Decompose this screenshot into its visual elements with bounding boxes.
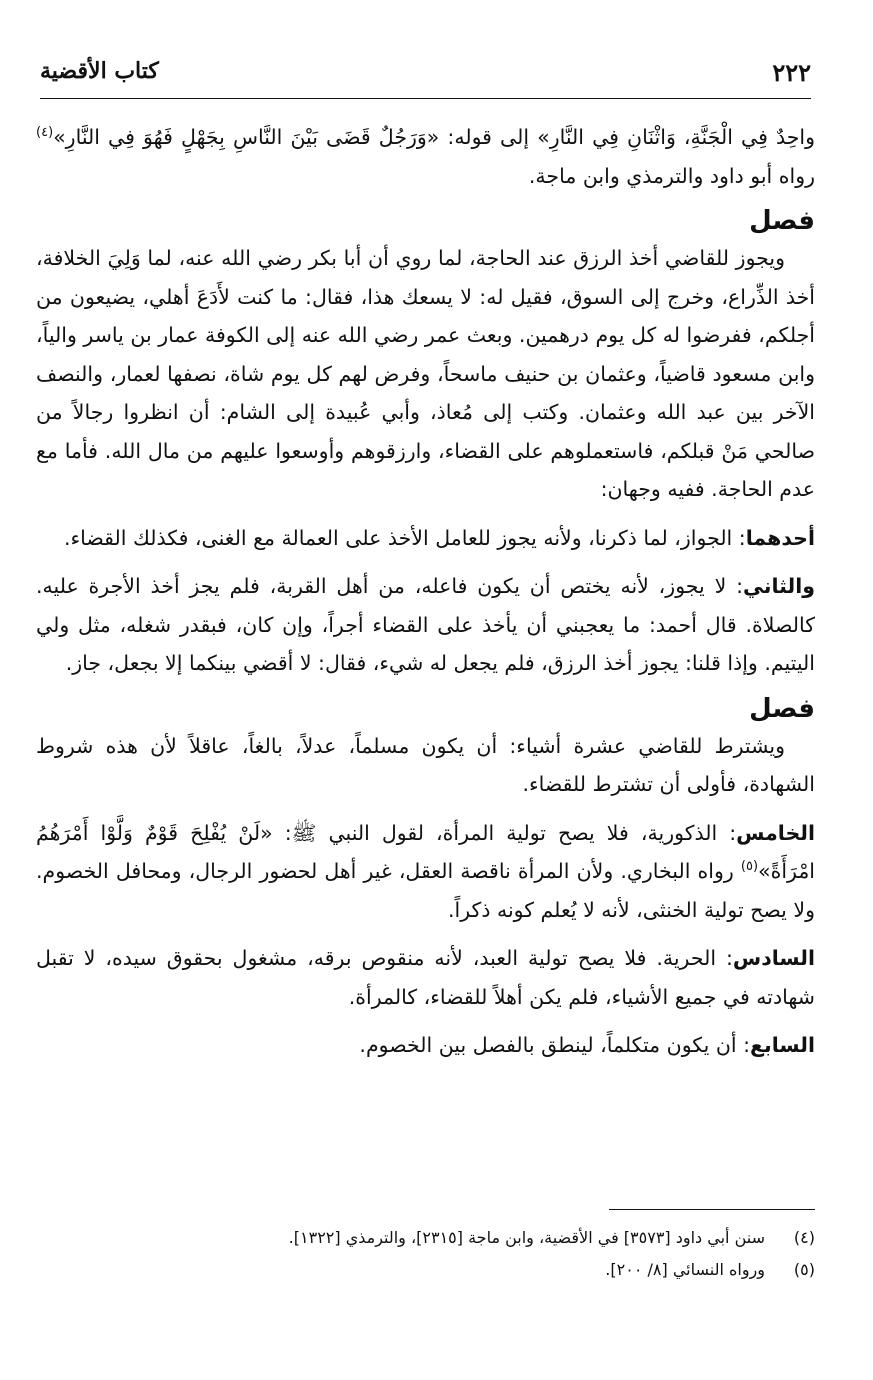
paragraph-seventh [36,1026,815,1065]
paragraph-second-view [36,567,815,683]
footnote-ref-5: (٥) [740,859,759,875]
paragraph-fifth [36,814,815,930]
paragraph-conditions: ويشترط للقاضي عشرة أشياء: أن يكون مسلماً، عدلاً، بالغاً، عاقلاً لأن هذه شروط الشهادة، فأولى أن تشترط للقضاء. [36,733,815,796]
paragraph-text: واحِدٌ فِي الْجَنَّةِ، وَاثْنَانِ فِي النَّارِ» إلى قوله: «وَرَجُلٌ قَضَى بَيْنَ النَّاسِ بِجَهْلٍ فَهُوَ فِي النَّارِ» [53,125,815,149]
paragraph-text: : لا يجوز، لأنه يختص أن يكون فاعله، من أهل القربة، فلم يجز أخذ الأجرة عليه. كالصلاة. قال أحمد: ما يعجبني أن يأخذ على القضاء أجراً، وإن كان، فبقدر شغله، مثل ولي اليتيم. وإذا قلنا: يجوز أخذ الرزق، فلم يجعل له شيء، فقال: لا أقضي بينكما إلا بجعل، جاز. [36,574,815,675]
section-heading: فصل [749,693,815,724]
paragraph-lead: والثاني [743,574,815,598]
main-text [36,118,815,1075]
running-title: كتاب الأقضية [40,58,159,84]
paragraph-lead: السابع [750,1033,815,1057]
paragraph-lead: السادس [732,946,815,970]
paragraph-text: : الذكورية، فلا يصح تولية المرأة، لقول النبي ﷺ: «لَنْ يُفْلِحَ قَوْمٌ وَلَّوْا أَمْرَهُمُ امْرَأَةً» [36,820,815,883]
paragraph-lead: الخامس [736,820,815,845]
footnote-text: ورواه النسائي [٨/ ٢٠٠]. [605,1260,765,1279]
footnote-rule [609,1209,815,1210]
paragraph-text: : أن يكون متكلماً، لينطق بالفصل بين الخصوم. [359,1033,751,1057]
paragraph-text: : الجواز، لما ذكرنا، ولأنه يجوز للعامل الأخذ على العمالة مع الغنى، فكذلك القضاء. [63,525,746,550]
footnote-number: (٥) [793,1260,815,1279]
paragraph-tail: رواه البخاري. ولأن المرأة ناقصة العقل، غير أهل لحضور الرجال، ومحافل الخصوم. ولا يصح تولية الخنثى، لأنه لا يُعلم كونه ذكراً. [36,859,815,922]
section-heading: فصل [749,206,815,236]
footnote-ref-4: (٤) [36,125,54,141]
paragraph-lead: أحدهما [745,525,815,550]
footnote-item [40,1222,815,1254]
page-header [40,52,811,92]
paragraph-first-view [36,519,815,558]
header-rule [40,98,811,99]
footnote-text: سنن أبي داود [٣٥٧٣] في الأقضية، وابن ماجة [٢٣١٥]، والترمذي [١٣٢٢]. [288,1228,765,1247]
paragraph-text: : الحرية. فلا يصح تولية العبد، لأنه منقوص برقه، مشغول بحقوق سيده، لا تقبل شهادته في جميع الأشياء، فلم يكن أهلاً للقضاء، كالمرأة. [36,946,815,1009]
footnotes [40,1222,815,1286]
paragraph-sixth [36,939,815,1016]
paragraph-tail: رواه أبو داود والترمذي وابن ماجة. [528,163,815,188]
paragraph-hadith-continuation [36,118,815,195]
footnote-number: (٤) [793,1228,815,1247]
footnote-item [40,1254,815,1286]
paragraph-salary: ويجوز للقاضي أخذ الرزق عند الحاجة، لما روي أن أبا بكر رضي الله عنه، لما وَلِيَ الخلافة، أخذ الذِّراع، وخرج إلى السوق، فقيل له: لا يسعك هذا، فقال: ما كنت لأَدَعَ أهلي، يضيعون من أجلكم، ففرضوا له كل يوم درهمين. وبعث عمر رضي الله عنه إلى الكوفة عمار بن ياسر والياً، وابن مسعود قاضياً، وعثمان بن حنيف ماسحاً، وفرض لهم كل يوم شاة، نصفها لعمار، والنصف الآخر بين عبد الله وعثمان. وكتب إلى مُعاذ، وأبي عُبيدة إلى الشام: أن انظروا رجالاً من صالحي مَنْ قبلكم، فاستعملوهم على القضاء، وارزقوهم وأوسعوا عليهم من مال الله. فأما مع عدم الحاجة. ففيه وجهان: [36,246,815,501]
page-number: ٢٢٢ [772,58,811,87]
